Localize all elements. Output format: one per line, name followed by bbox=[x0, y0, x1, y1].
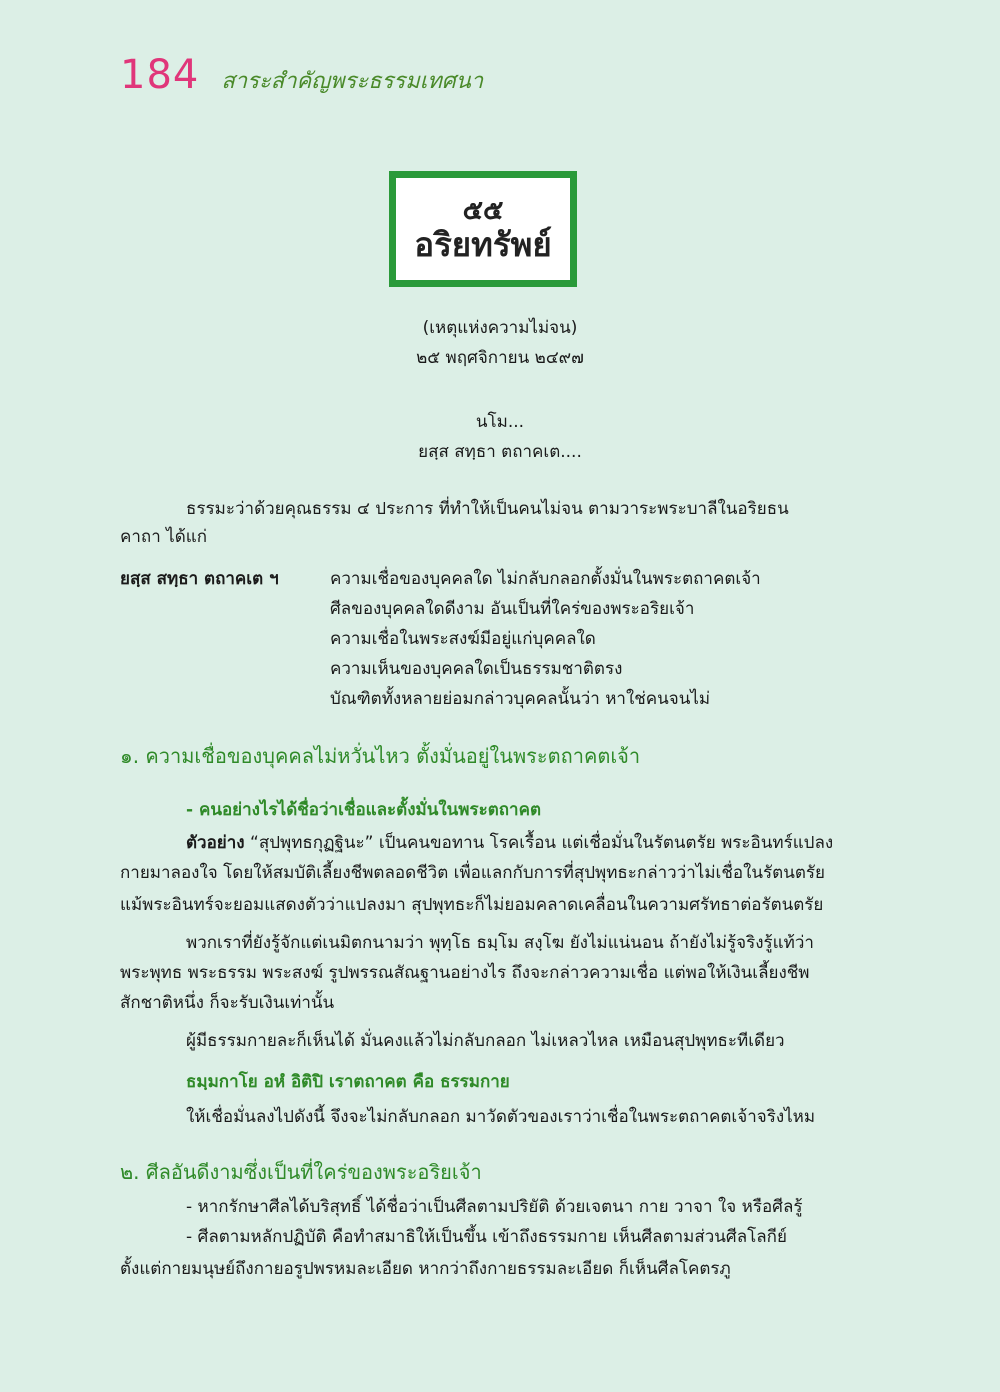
verse-label: ยสฺส สทฺธา ตถาคเต ฯ bbox=[120, 569, 279, 589]
example-line-1: ตัวอย่าง “สุปพุทธกุฏฐินะ” เป็นคนขอทาน โรคเรื้อน แต่เชื่อมั่นในรัตนตรัย พระอินทร์แปลง bbox=[186, 833, 834, 853]
paragraph-4: ให้เชื่อมั่นลงไปดังนี้ จึงจะไม่กลับกลอก มาวัดตัวของเราว่าเชื่อในพระตถาคตเจ้าจริงไหม bbox=[186, 1107, 816, 1127]
intro-line-2: คาถา ได้แก่ bbox=[120, 527, 208, 547]
chant-line-1: นโม... bbox=[475, 412, 525, 432]
paragraph-3: ผู้มีธรรมกายละก็เห็นได้ มั่นคงแล้วไม่กลับกลอก ไม่เหลวไหล เหมือนสุปพุทธะทีเดียว bbox=[186, 1031, 785, 1051]
chapter-title: อริยทรัพย์ bbox=[414, 224, 552, 264]
verse-block bbox=[120, 564, 761, 714]
chapter-title-inner bbox=[394, 176, 572, 282]
section-2-heading: ๒. ศีลอันดีงามซึ่งเป็นที่ใคร่ของพระอริยเจ้า bbox=[120, 1160, 482, 1184]
verse-line: บัณฑิตทั้งหลายย่อมกล่าวบุคคลนั้นว่า หาใช่คนจนไม่ bbox=[330, 689, 711, 709]
paragraph-2-line-3: สักชาติหนึ่ง ก็จะรับเงินเท่านั้น bbox=[120, 993, 335, 1013]
section-2-line-3: ตั้งแต่กายมนุษย์ถึงกายอรูปพรหมละเอียด หากว่าถึงกายธรรมละเอียด ก็เห็นศีลโคตรภู bbox=[120, 1259, 731, 1279]
chant-line-2: ยสฺส สทฺธา ตถาคเต.... bbox=[418, 442, 582, 462]
example-label: ตัวอย่าง bbox=[186, 833, 245, 853]
subtitle-note: (เหตุแห่งความไม่จน) bbox=[422, 318, 578, 338]
page-header bbox=[120, 52, 483, 98]
section-1-subheading: - คนอย่างไรได้ชื่อว่าเชื่อและตั้งมั่นในพระตถาคต bbox=[186, 800, 542, 820]
paragraph-2-line-2: พระพุทธ พระธรรม พระสงฆ์ รูปพรรณสัณฐานอย่างไร ถึงจะกล่าวความเชื่อ แต่พอให้เงินเลี้ยงชีพ bbox=[120, 963, 810, 983]
sermon-date: ๒๕ พฤศจิกายน ๒๔๙๗ bbox=[416, 348, 584, 368]
section-2-line-2: - ศีลตามหลักปฏิบัติ คือทำสมาธิให้เป็นขึ้น เข้าถึงธรรมกาย เห็นศีลตามส่วนศีลโลกีย์ bbox=[186, 1227, 787, 1247]
section-2-line-1: - หากรักษาศีลได้บริสุทธิ์ ได้ชื่อว่าเป็นศีลตามปริยัติ ด้วยเจตนา กาย วาจา ใจ หรือศีลรู้ bbox=[186, 1197, 803, 1217]
verse-line: ความเชื่อในพระสงฆ์มีอยู่แก่บุคคลใด bbox=[330, 629, 596, 649]
chapter-number: ๕๕ bbox=[462, 194, 504, 226]
chapter-title-box bbox=[389, 171, 577, 287]
verse-line: ศีลของบุคคลใดดีงาม อันเป็นที่ใคร่ของพระอริยเจ้า bbox=[330, 599, 695, 619]
example-line-3: แม้พระอินทร์จะยอมแสดงตัวว่าแปลงมา สุปพุทธะก็ไม่ยอมคลาดเคลื่อนในความศรัทธาต่อรัตนตรัย bbox=[120, 895, 824, 915]
book-title: สาระสำคัญพระธรรมเทศนา bbox=[221, 69, 484, 94]
page-number: 184 bbox=[120, 52, 200, 98]
verse-lines bbox=[330, 564, 761, 714]
pali-line: ธมฺมกาโย อหํ อิติปิ เราตถาคต คือ ธรรมกาย bbox=[186, 1072, 510, 1092]
intro-line-1: ธรรมะว่าด้วยคุณธรรม ๔ ประการ ที่ทำให้เป็นคนไม่จน ตามวาระพระบาลีในอริยธน bbox=[186, 499, 789, 519]
paragraph-2-line-1: พวกเราที่ยังรู้จักแต่เนมิตกนามว่า พุทฺโธ ธมฺโม สงฺโฆ ยังไม่แน่นอน ถ้ายังไม่รู้จริงรู้แท้ว่า bbox=[186, 933, 814, 953]
verse-line: ความเชื่อของบุคคลใด ไม่กลับกลอกตั้งมั่นในพระตถาคตเจ้า bbox=[330, 569, 761, 589]
example-line-2: กายมาลองใจ โดยให้สมบัติเลี้ยงชีพตลอดชีวิต เพื่อแลกกับการที่สุปพุทธะกล่าวว่าไม่เชื่อในรัตนตรัย bbox=[120, 863, 825, 883]
section-1-heading: ๑. ความเชื่อของบุคคลไม่หวั่นไหว ตั้งมั่นอยู่ในพระตถาคตเจ้า bbox=[120, 744, 641, 768]
verse-line: ความเห็นของบุคคลใดเป็นธรรมชาติตรง bbox=[330, 659, 623, 679]
